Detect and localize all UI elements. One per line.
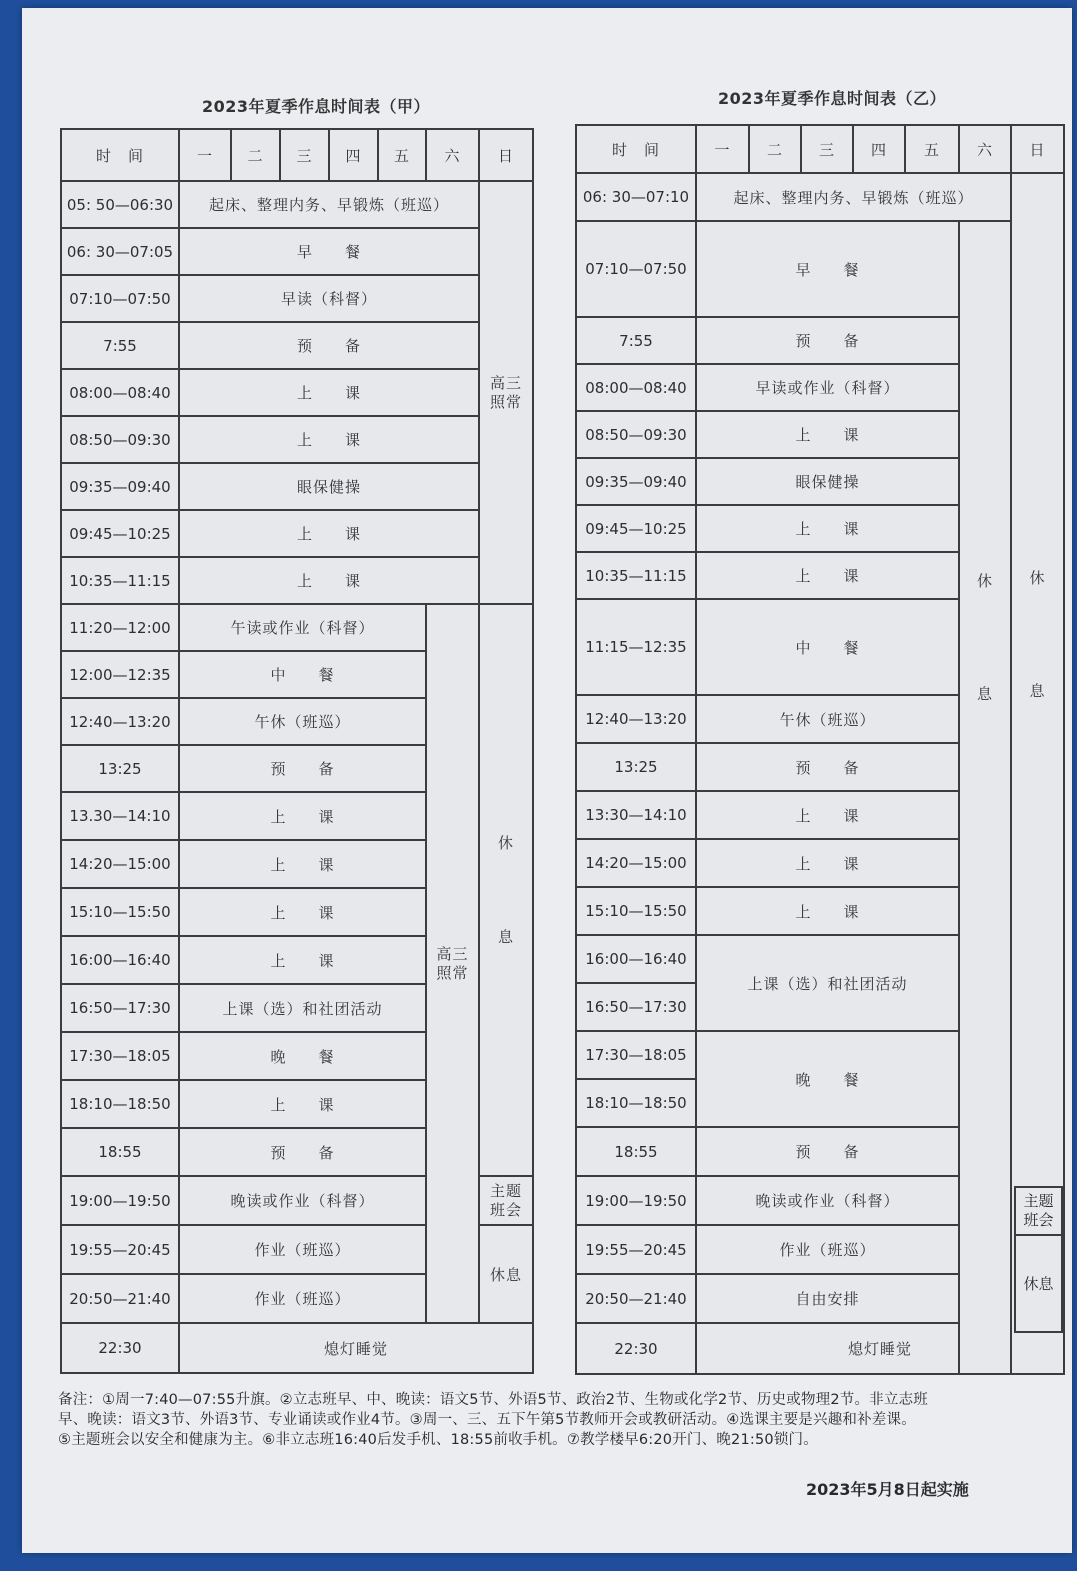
saturday-senior-cell: [426, 604, 479, 1323]
time-cell: 18:10—18:50: [61, 1080, 179, 1128]
activity-cell: 午读或作业（科督）: [179, 604, 426, 651]
header-thu: 四: [329, 129, 378, 181]
time-cell: 05: 50—06:30: [61, 181, 179, 228]
time-cell: 08:00—08:40: [61, 369, 179, 416]
time-cell: 20:50—21:40: [576, 1274, 696, 1323]
activity-cell: 熄灯睡觉: [179, 1323, 533, 1373]
activity-cell: 预 备: [179, 1128, 426, 1176]
sunday-meeting: 主题班会: [1023, 1192, 1054, 1229]
time-cell: 10:35—11:15: [576, 552, 696, 599]
table-row: [576, 1323, 1064, 1374]
header-time: 时 间: [61, 129, 179, 181]
activity-cell: 起床、整理内务、早锻炼（班巡）: [696, 173, 1011, 221]
header-time: 时 间: [576, 125, 696, 173]
time-cell: 10:35—11:15: [61, 557, 179, 604]
header-mon: 一: [696, 125, 749, 173]
time-cell: 18:55: [576, 1127, 696, 1176]
time-cell: 19:55—20:45: [61, 1225, 179, 1274]
time-cell: 19:00—19:50: [61, 1176, 179, 1225]
activity-cell: 上 课: [179, 510, 479, 557]
sunday-rest-2: 息: [1029, 681, 1046, 700]
note-line-2: 早、晚读：语文3节、外语3节、专业诵读或作业4节。③周一、三、五下午第5节教师开会或教研活动。④选课主要是兴趣和补差课。: [58, 1412, 916, 1428]
activity-cell: 中 餐: [179, 651, 426, 698]
time-cell: 7:55: [61, 322, 179, 369]
activity-cell: 上 课: [179, 416, 479, 463]
activity-cell: 上 课: [696, 887, 959, 935]
time-cell: 16:00—16:40: [576, 935, 696, 983]
time-cell: 13:30—14:10: [576, 791, 696, 839]
time-cell: 18:55: [61, 1128, 179, 1176]
time-cell: 11:20—12:00: [61, 604, 179, 651]
table-row: [61, 510, 533, 557]
activity-cell: 上 课: [696, 552, 959, 599]
header-sun: 日: [1011, 125, 1064, 173]
header-sat: 六: [959, 125, 1011, 173]
time-cell: 09:45—10:25: [576, 505, 696, 552]
time-cell: 13.30—14:10: [61, 792, 179, 840]
activity-cell: 作业（班巡）: [696, 1225, 959, 1274]
time-cell: 14:20—15:00: [61, 840, 179, 888]
time-cell: 16:50—17:30: [576, 983, 696, 1031]
activity-cell: 上 课: [179, 936, 426, 984]
activity-cell: 起床、整理内务、早锻炼（班巡）: [179, 181, 479, 228]
time-cell: 15:10—15:50: [61, 888, 179, 936]
activity-cell: 作业（班巡）: [179, 1225, 426, 1274]
time-cell: 15:10—15:50: [576, 887, 696, 935]
time-cell: 16:00—16:40: [61, 936, 179, 984]
sunday-rest-1: 休: [1029, 569, 1046, 587]
header-row: [61, 129, 533, 181]
time-cell: 18:10—18:50: [576, 1079, 696, 1127]
effective-date: 2023年5月8日起实施: [806, 1480, 969, 1499]
header-fri: 五: [378, 129, 426, 181]
sunday-meeting: 主题班会: [489, 1181, 522, 1219]
schedule-table-a: [60, 128, 534, 1374]
table-row: [61, 557, 533, 604]
time-cell: 17:30—18:05: [576, 1031, 696, 1079]
header-wed: 三: [801, 125, 853, 173]
time-cell: 12:00—12:35: [61, 651, 179, 698]
table-row: [61, 604, 533, 651]
time-cell: 06: 30—07:05: [61, 228, 179, 275]
activity-cell: 上课（选）和社团活动: [696, 935, 959, 1031]
footnotes: [58, 1390, 1058, 1450]
time-cell: 20:50—21:40: [61, 1274, 179, 1323]
time-cell: 08:00—08:40: [576, 364, 696, 411]
activity-cell: 上 课: [696, 411, 959, 458]
header-fri: 五: [905, 125, 959, 173]
table-row: [576, 221, 1064, 317]
activity-cell: 上 课: [696, 839, 959, 887]
table-row: [576, 173, 1064, 221]
time-cell: 17:30—18:05: [61, 1032, 179, 1080]
time-cell: 19:00—19:50: [576, 1176, 696, 1225]
saturday-note: 高三照常: [436, 944, 469, 982]
activity-cell: 上 课: [179, 1080, 426, 1128]
time-cell: 06: 30—07:10: [576, 173, 696, 221]
sunday-rest-cell: [479, 604, 533, 1176]
table-row: [61, 1323, 533, 1373]
note-line-3: ⑤主题班会以安全和健康为主。⑥非立志班16:40后发手机、18:55前收手机。⑦教学楼早6:20开门、晚21:50锁门。: [58, 1432, 818, 1448]
time-cell: 08:50—09:30: [576, 411, 696, 458]
activity-cell: 早读或作业（科督）: [696, 364, 959, 411]
note-line-1: 备注：①周一7:40—07:55升旗。②立志班早、中、晚读：语文5节、外语5节、政治2节、生物或化学2节、历史或物理2节。非立志班: [58, 1392, 928, 1408]
header-sun: 日: [479, 129, 533, 181]
activity-cell: 上 课: [179, 557, 479, 604]
activity-cell: 晚读或作业（科督）: [179, 1176, 426, 1225]
activity-cell: 早 餐: [179, 228, 479, 275]
header-wed: 三: [280, 129, 329, 181]
table-a-title: 2023年夏季作息时间表（甲）: [202, 97, 431, 116]
table-row: [61, 228, 533, 275]
activity-cell: 晚 餐: [179, 1032, 426, 1080]
activity-cell: 上 课: [696, 505, 959, 552]
table-b-title: 2023年夏季作息时间表（乙）: [718, 89, 947, 108]
time-cell: 14:20—15:00: [576, 839, 696, 887]
activity-cell: 预 备: [179, 322, 479, 369]
activity-cell: 上 课: [179, 369, 479, 416]
activity-cell: 预 备: [696, 1127, 959, 1176]
time-cell: 11:15—12:35: [576, 599, 696, 695]
activity-cell: 眼保健操: [179, 463, 479, 510]
time-cell: 07:10—07:50: [576, 221, 696, 317]
sunday-note: 高三照常: [490, 373, 523, 411]
activity-cell: 上课（选）和社团活动: [179, 984, 426, 1032]
activity-cell: 预 备: [696, 317, 959, 364]
sunday-rest-2: 息: [497, 927, 514, 946]
activity-cell: 早 餐: [696, 221, 959, 317]
sunday-rest-evening-cell: 休息: [479, 1225, 533, 1323]
activity-cell: 上 课: [696, 791, 959, 839]
saturday-rest-2: 息: [976, 684, 993, 703]
activity-cell: 晚读或作业（科督）: [696, 1176, 959, 1225]
time-cell: 09:35—09:40: [576, 458, 696, 505]
activity-cell: 作业（班巡）: [179, 1274, 426, 1323]
sunday-meeting-cell: [479, 1176, 533, 1225]
saturday-rest-cell: [959, 221, 1011, 1374]
table-row: [61, 322, 533, 369]
activity-cell: 自由安排: [696, 1274, 959, 1323]
table-row: [61, 369, 533, 416]
sunday-rest-1: 休: [497, 833, 514, 852]
time-cell: 12:40—13:20: [576, 695, 696, 743]
activity-cell: 中 餐: [696, 599, 959, 695]
time-cell: 09:35—09:40: [61, 463, 179, 510]
header-row: [576, 125, 1064, 173]
activity-cell: 上 课: [179, 840, 426, 888]
time-cell: 12:40—13:20: [61, 698, 179, 745]
header-mon: 一: [179, 129, 231, 181]
header-tue: 二: [231, 129, 280, 181]
activity-cell: 上 课: [179, 792, 426, 840]
activity-cell: 上 课: [179, 888, 426, 936]
header-sat: 六: [426, 129, 479, 181]
activity-cell: 晚 餐: [696, 1031, 959, 1127]
header-tue: 二: [749, 125, 801, 173]
table-b-sunday-meeting: [1014, 1186, 1063, 1236]
time-cell: 09:45—10:25: [61, 510, 179, 557]
time-cell: 08:50—09:30: [61, 416, 179, 463]
table-row: [61, 275, 533, 322]
activity-cell: 熄灯睡觉: [696, 1323, 1064, 1374]
activity-cell: 预 备: [179, 745, 426, 792]
activity-cell: 早读（科督）: [179, 275, 479, 322]
activity-cell: 午休（班巡）: [696, 695, 959, 743]
activity-cell: 眼保健操: [696, 458, 959, 505]
sunday-senior-cell: [479, 181, 533, 604]
saturday-rest-1: 休: [976, 572, 993, 590]
time-cell: 22:30: [576, 1323, 696, 1374]
time-cell: 7:55: [576, 317, 696, 364]
time-cell: 19:55—20:45: [576, 1225, 696, 1274]
table-row: [61, 416, 533, 463]
table-row: [61, 181, 533, 228]
header-thu: 四: [853, 125, 905, 173]
time-cell: 13:25: [576, 743, 696, 791]
table-row: [61, 463, 533, 510]
table-b-sunday-rest: [1014, 1234, 1063, 1333]
time-cell: 16:50—17:30: [61, 984, 179, 1032]
schedule-table-b: [575, 124, 1065, 1375]
activity-cell: 午休（班巡）: [179, 698, 426, 745]
time-cell: 13:25: [61, 745, 179, 792]
activity-cell: 预 备: [696, 743, 959, 791]
time-cell: 22:30: [61, 1323, 179, 1373]
sunday-rest-evening: 休息: [1023, 1275, 1054, 1293]
time-cell: 07:10—07:50: [61, 275, 179, 322]
